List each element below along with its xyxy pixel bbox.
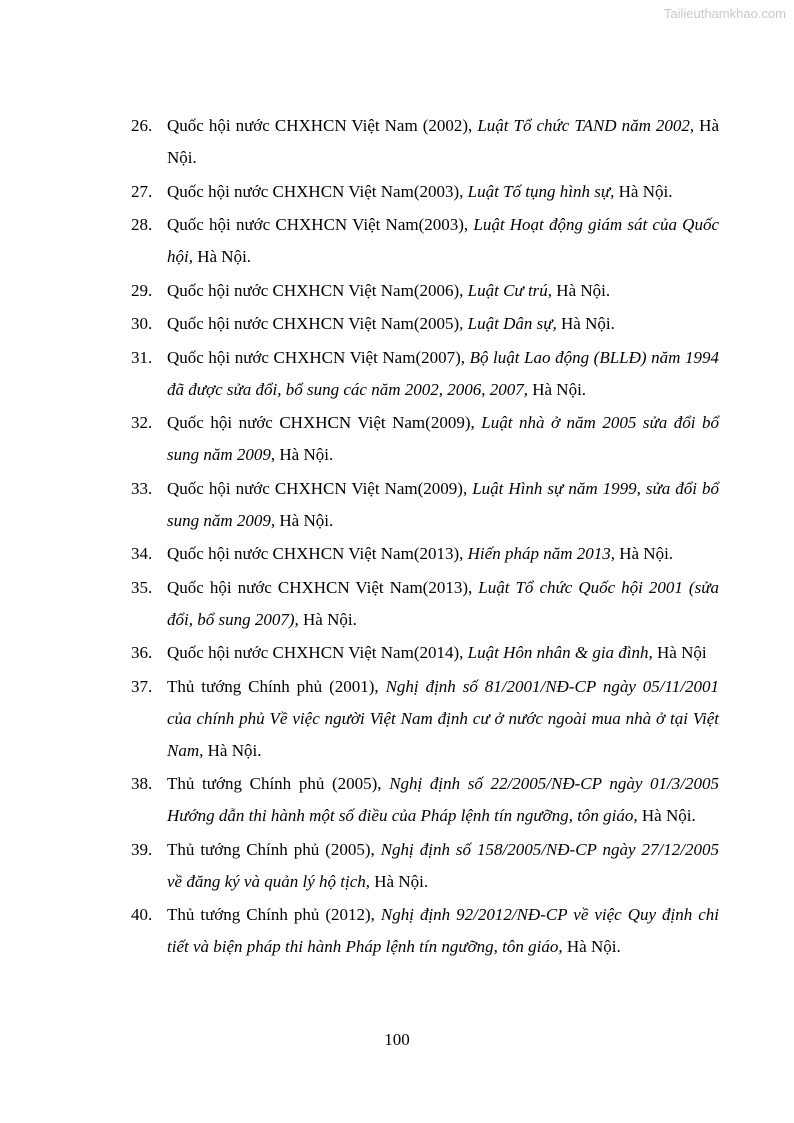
reference-number: 26. (131, 116, 153, 135)
reference-item (131, 407, 719, 471)
reference-item (131, 637, 719, 669)
reference-number: 29. (131, 280, 153, 300)
reference-text: Quốc hội nước CHXHCN Việt Nam(2005), Luật Dân sự, Hà Nội. (167, 314, 615, 333)
reference-text: Quốc hội nước CHXHCN Việt Nam(2007), Bộ luật Lao động (BLLĐ) năm 1994 đã được sửa đổi, bổ sung các năm 2002, 2006, 2007, Hà Nội. (167, 347, 719, 399)
reference-number: 31. (131, 347, 153, 367)
reference-text: Quốc hội nước CHXHCN Việt Nam(2009), Luật Hình sự năm 1999, sửa đổi bổ sung năm 2009, Hà Nội. (167, 478, 719, 530)
reference-text: Quốc hội nước CHXHCN Việt Nam (2002), Luật Tổ chức TAND năm 2002, Hà Nội. (167, 116, 720, 167)
reference-item (131, 538, 719, 570)
watermark-text: Tailieuthamkhao.com (663, 6, 786, 21)
reference-number: 30. (131, 314, 153, 333)
reference-number: 37. (131, 676, 153, 696)
reference-text: Thủ tướng Chính phủ (2012), Nghị định 92/2012/NĐ-CP về việc Quy định chi tiết và biện pháp thi hành Pháp lệnh tín ngưỡng, tôn giáo, Hà Nội. (167, 905, 719, 956)
reference-item (131, 834, 719, 898)
reference-item (131, 209, 719, 273)
reference-item (131, 572, 719, 636)
reference-item (131, 899, 719, 963)
reference-item (131, 342, 719, 406)
reference-number: 28. (131, 215, 153, 234)
reference-item (131, 176, 719, 208)
reference-text: Quốc hội nước CHXHCN Việt Nam(2014), Luật Hôn nhân & gia đình, Hà Nội (167, 643, 707, 662)
reference-number: 36. (131, 643, 153, 662)
reference-number: 34. (131, 544, 153, 563)
reference-text: Quốc hội nước CHXHCN Việt Nam(2006), Luật Cư trú, Hà Nội. (167, 280, 611, 300)
reference-number: 40. (131, 905, 153, 924)
page-number: 100 (384, 1030, 410, 1049)
reference-list (131, 110, 719, 965)
reference-text: Thủ tướng Chính phủ (2001), Nghị định số 81/2001/NĐ-CP ngày 05/11/2001 của chính phủ Về việc người Việt Nam định cư ở nước ngoài mua nhà ở tại Việt Nam, Hà Nội. (167, 676, 719, 760)
reference-item (131, 110, 719, 174)
reference-item (131, 275, 719, 307)
reference-text: Quốc hội nước CHXHCN Việt Nam(2003), Luật Tố tụng hình sự, Hà Nội. (167, 181, 673, 201)
reference-item (131, 768, 719, 832)
reference-number: 35. (131, 577, 153, 597)
reference-number: 27. (131, 181, 153, 201)
reference-item (131, 473, 719, 537)
reference-number: 38. (131, 774, 153, 793)
reference-text: Quốc hội nước CHXHCN Việt Nam(2003), Luật Hoạt động giám sát của Quốc hội, Hà Nội. (167, 215, 719, 266)
reference-number: 32. (131, 413, 153, 432)
reference-text: Thủ tướng Chính phủ (2005), Nghị định số 158/2005/NĐ-CP ngày 27/12/2005 về đăng ký và quản lý hộ tịch, Hà Nội. (167, 839, 720, 891)
reference-text: Thủ tướng Chính phủ (2005), Nghị định số 22/2005/NĐ-CP ngày 01/3/2005 Hướng dẫn thi hành một số điều của Pháp lệnh tín ngưỡng, tôn giáo, Hà Nội. (167, 774, 719, 825)
reference-item (131, 671, 719, 767)
reference-number: 39. (131, 839, 153, 859)
reference-text: Quốc hội nước CHXHCN Việt Nam(2013), Luật Tổ chức Quốc hội 2001 (sửa đổi, bổ sung 2007), Hà Nội. (167, 577, 719, 629)
reference-text: Quốc hội nước CHXHCN Việt Nam(2009), Luật nhà ở năm 2005 sửa đổi bổ sung năm 2009, Hà Nội. (167, 413, 719, 464)
reference-number: 33. (131, 478, 153, 498)
reference-item (131, 308, 719, 340)
reference-text: Quốc hội nước CHXHCN Việt Nam(2013), Hiến pháp năm 2013, Hà Nội. (167, 544, 674, 563)
